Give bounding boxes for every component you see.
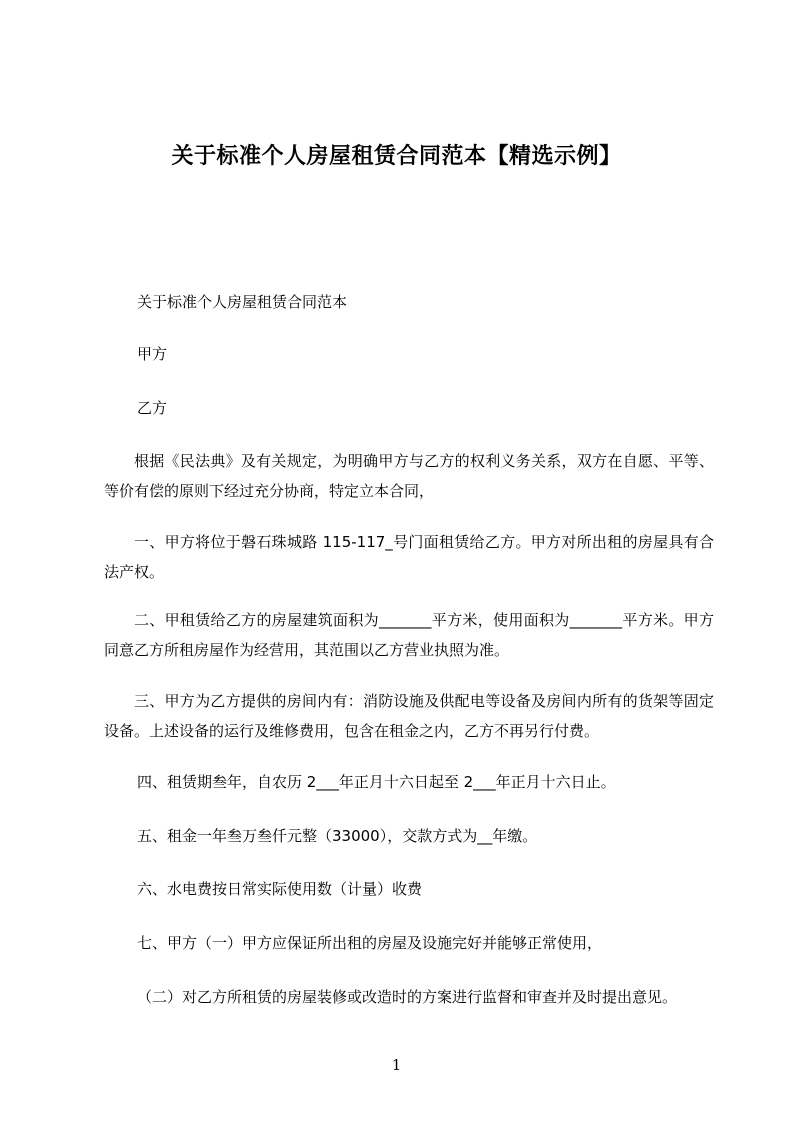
clause-6-line: 六、水电费按日常实际使用数（计量）收费: [137, 880, 423, 898]
party-a-label: 甲方: [137, 345, 168, 363]
clause-2-paragraph: 二、甲租赁给乙方的房屋建筑面积为_______平方米，使用面积为_______平方米。甲方同意乙方所租房屋作为经营用，其范围以乙方营业执照为准。: [104, 611, 714, 659]
intro-paragraph: 根据《民法典》及有关规定，为明确甲方与乙方的权利义务关系，双方在自愿、平等、等价有偿的原则下经过充分协商，特定立本合同，: [104, 452, 714, 500]
clause-4-line: 四、租赁期叁年，自农历 2___年正月十六日起至 2___年正月十六日止。: [137, 773, 616, 791]
clause-1-paragraph: 一、甲方将位于磐石珠城路 115-117_号门面租赁给乙方。甲方对所出租的房屋具有合法产权。: [104, 533, 714, 581]
document-title: 关于标准个人房屋租赁合同范本【精选示例】: [171, 144, 622, 169]
clause-5-line: 五、租金一年叁万叁仟元整（33000），交款方式为__年缴。: [137, 827, 538, 845]
clause-7-line: 七、甲方（一）甲方应保证所出租的房屋及设施完好并能够正常使用，: [137, 934, 603, 952]
party-b-label: 乙方: [137, 399, 168, 417]
clause-7-item-2-line: （二）对乙方所租赁的房屋装修或改造时的方案进行监督和审查并及时提出意见。: [137, 988, 678, 1006]
page-number: 1: [391, 1056, 402, 1074]
clause-3-paragraph: 三、甲方为乙方提供的房间内有：消防设施及供配电等设备及房间内所有的货架等固定设备。上述设备的运行及维修费用，包含在租金之内，乙方不再另行付费。: [104, 692, 714, 740]
contract-subtitle: 关于标准个人房屋租赁合同范本: [137, 293, 348, 311]
